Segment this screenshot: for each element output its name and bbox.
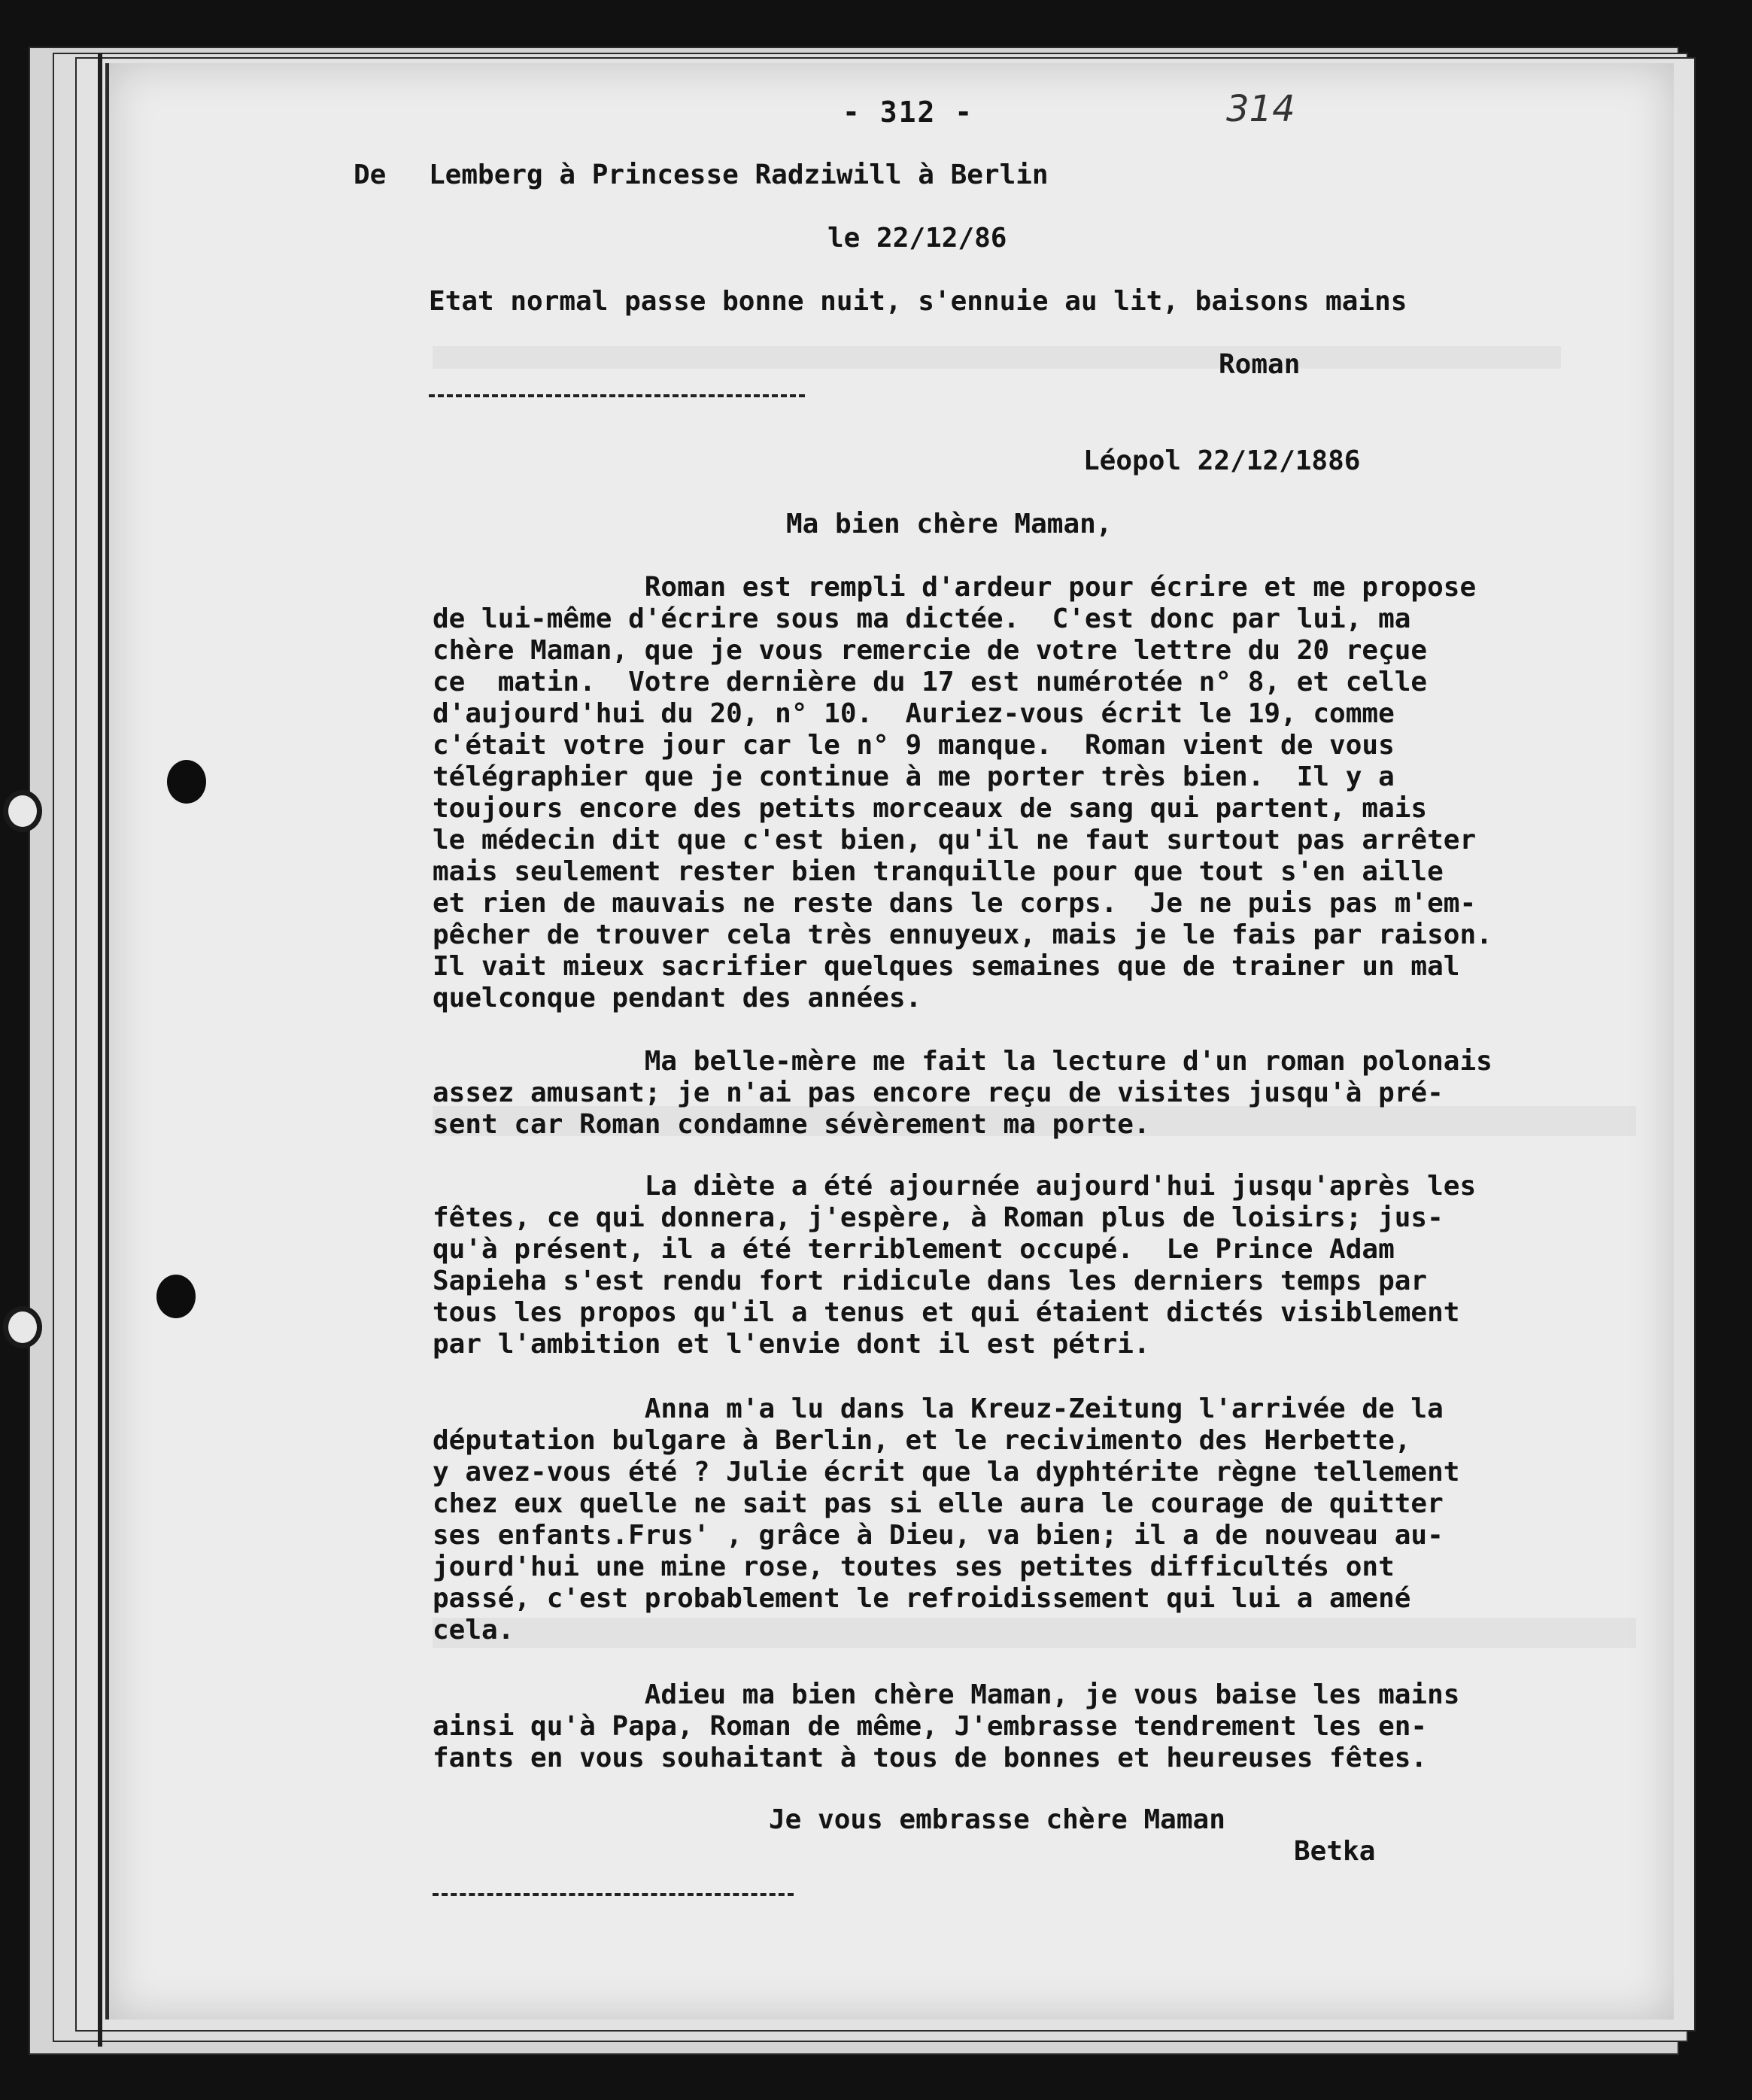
letter-line: toujours encore des petits morceaux de sang qui partent, mais — [433, 793, 1428, 824]
letter-paragraph — [433, 1679, 1651, 1774]
letter-salutation: Ma bien chère Maman, — [786, 509, 1113, 539]
letter-paragraph — [433, 1046, 1651, 1141]
letter-line: tous les propos qu'il a tenus et qui étaient dictés visiblement — [433, 1297, 1460, 1328]
telegram-header: Lemberg à Princesse Radziwill à Berlin — [429, 160, 1049, 190]
letter-line: mais seulement rester bien tranquille pour que tout s'en aille — [433, 856, 1444, 887]
letter-line: assez amusant; je n'ai pas encore reçu de visites jusqu'à pré- — [433, 1077, 1444, 1108]
letter-line: qu'à présent, il a été terriblement occupé. Le Prince Adam — [433, 1234, 1395, 1265]
letter-line: y avez-vous été ? Julie écrit que la dyphtérite règne tellement — [433, 1457, 1460, 1488]
letter-line: ce matin. Votre dernière du 17 est numérotée n° 8, et celle — [433, 667, 1428, 697]
letter-line: chère Maman, que je vous remercie de votre lettre du 20 reçue — [433, 635, 1428, 666]
letter-line: sent car Roman condamne sévèrement ma porte. — [433, 1109, 1150, 1140]
telegram-body: Etat normal passe bonne nuit, s'ennuie au lit, baisons mains — [429, 286, 1407, 317]
letter-line: pêcher de trouver cela très ennuyeux, mais je le fais par raison. — [433, 919, 1492, 950]
letter-line: Roman est rempli d'ardeur pour écrire et me propose — [433, 572, 1477, 603]
letter-closing: Je vous embrasse chère Maman — [769, 1804, 1225, 1835]
letter-line: Anna m'a lu dans la Kreuz-Zeitung l'arrivée de la — [433, 1393, 1444, 1424]
separator-rule — [429, 394, 805, 403]
letter-line: passé, c'est probablement le refroidissement qui lui a amené — [433, 1583, 1411, 1614]
letter-line: Sapieha s'est rendu fort ridicule dans les derniers temps par — [433, 1266, 1428, 1296]
letter-line: fants en vous souhaitant à tous de bonnes et heureuses fêtes. — [433, 1743, 1428, 1773]
letter-line: télégraphier que je continue à me porter très bien. Il y a — [433, 761, 1395, 792]
letter-paragraph — [433, 572, 1651, 1014]
letter-line: c'était votre jour car le n° 9 manque. Roman vient de vous — [433, 730, 1395, 761]
letter-line: par l'ambition et l'envie dont il est pétri. — [433, 1329, 1150, 1360]
letter-line: le médecin dit que c'est bien, qu'il ne faut surtout pas arrêter — [433, 825, 1477, 855]
letter-line: Il vait mieux sacrifier quelques semaines que de trainer un mal — [433, 951, 1460, 982]
letter-line: chez eux quelle ne sait pas si elle aura le courage de quitter — [433, 1488, 1444, 1519]
letter-line: Adieu ma bien chère Maman, je vous baise les mains — [433, 1679, 1460, 1710]
letter-line: Ma belle-mère me fait la lecture d'un roman polonais — [433, 1046, 1492, 1077]
letter-paragraph — [433, 1393, 1651, 1646]
telegram-signature: Roman — [1219, 349, 1301, 380]
page-number: - 312 - — [843, 96, 974, 129]
letter-place-date: Léopol 22/12/1886 — [1083, 445, 1361, 476]
letter-line: ainsi qu'à Papa, Roman de même, J'embrasse tendrement les en- — [433, 1711, 1428, 1742]
letter-line: et rien de mauvais ne reste dans le corps. Je ne puis pas m'em- — [433, 888, 1477, 919]
letter-line: ses enfants.Frus' , grâce à Dieu, va bien; il a de nouveau au- — [433, 1520, 1444, 1551]
handwritten-folio-number: 314 — [1226, 88, 1295, 130]
letter-line: députation bulgare à Berlin, et le recivimento des Herbette, — [433, 1425, 1411, 1456]
letter-line: cela. — [433, 1615, 515, 1646]
letter-line: jourd'hui une mine rose, toutes ses petites difficultés ont — [433, 1551, 1395, 1582]
letter-line: quelconque pendant des années. — [433, 983, 922, 1014]
letter-line: fêtes, ce qui donnera, j'espère, à Roman plus de loisirs; jus- — [433, 1202, 1444, 1233]
separator-rule — [433, 1893, 794, 1902]
telegram-prefix: De — [354, 160, 387, 190]
letter-line: La diète a été ajournée aujourd'hui jusqu'après les — [433, 1171, 1477, 1202]
letter-paragraph — [433, 1171, 1651, 1360]
letter-signature: Betka — [1294, 1836, 1376, 1867]
letter-line: de lui-même d'écrire sous ma dictée. C'est donc par lui, ma — [433, 603, 1411, 634]
letter-line: d'aujourd'hui du 20, n° 10. Auriez-vous écrit le 19, comme — [433, 698, 1395, 729]
telegram-date: le 22/12/86 — [827, 223, 1007, 254]
